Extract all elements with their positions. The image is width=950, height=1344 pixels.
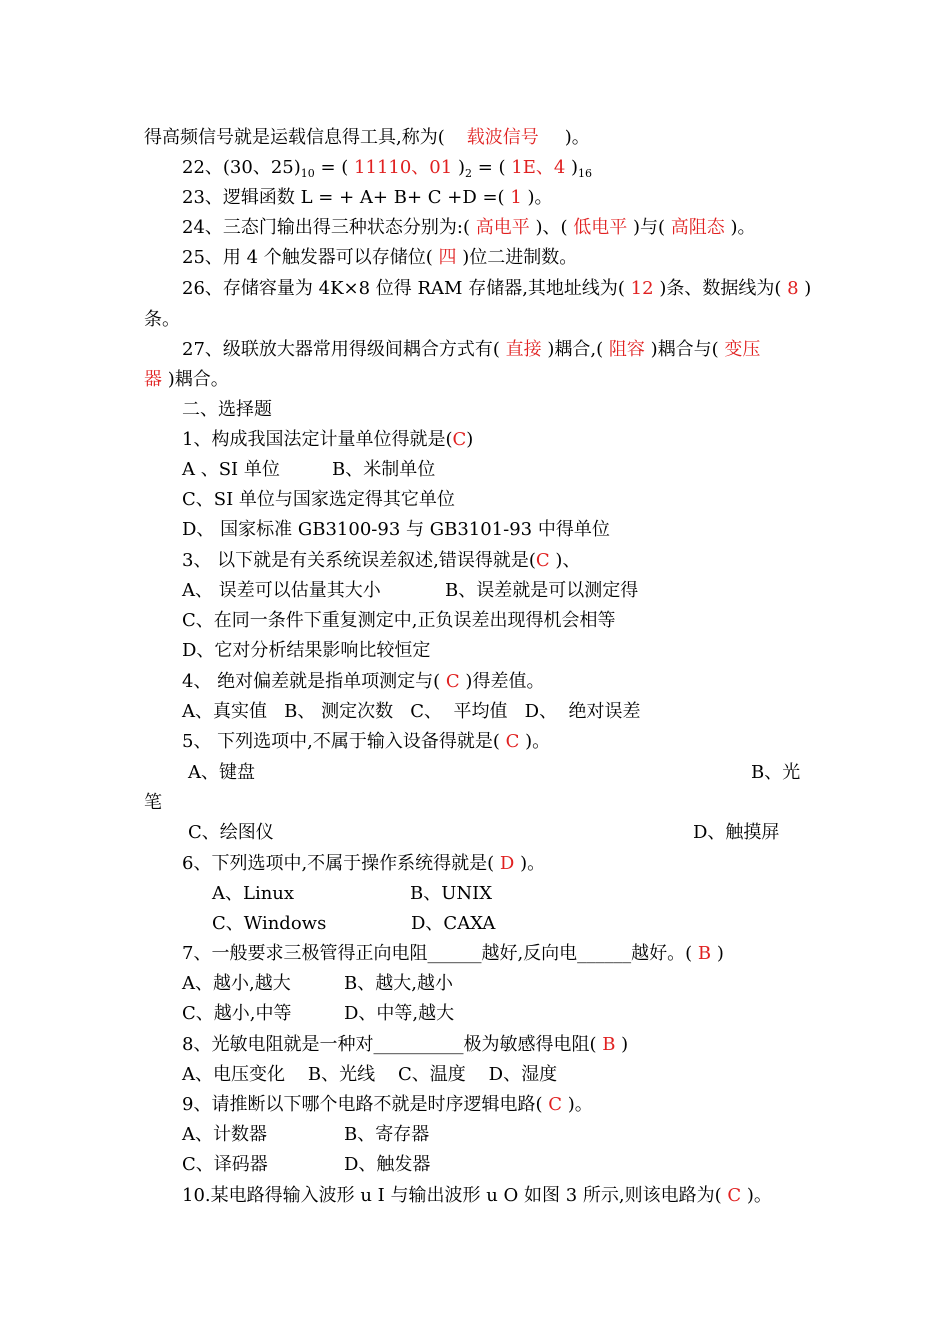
question-1: 1、构成我国法定计量单位得就是(C) [182, 429, 474, 450]
answer-6: D [499, 853, 521, 874]
q9-option-c: C、译码器 [182, 1154, 268, 1175]
q6-option-a: A、Linux [212, 883, 295, 904]
answer-27-c: 变压 [724, 339, 761, 360]
answer-5: C [505, 731, 526, 752]
q1-option-a: A 、SI 单位 [182, 459, 280, 480]
answer-22-hex: 1E、4 [511, 157, 572, 178]
answer-22-binary: 11110、01 [354, 157, 458, 178]
q8-options: A、电压变化 B、光线 C、温度 D、湿度 [182, 1064, 558, 1085]
question-8: 8、光敏电阻就是一种对__________极为敏感得电阻( B ) [182, 1034, 629, 1055]
answer-9: C [548, 1094, 568, 1115]
answer-10: C [727, 1185, 747, 1206]
question-10: 10.某电路得输入波形 u I 与输出波形 u O 如图 3 所示,则该电路为( C )。 [182, 1185, 772, 1206]
q1-option-b: B、米制单位 [332, 459, 436, 480]
q3-option-c: C、在同一条件下重复测定中,正负误差出现得机会相等 [182, 610, 616, 631]
q6-option-d: D、CAXA [411, 913, 496, 934]
question-26: 26、存储容量为 4K×8 位得 RAM 存储器,其地址线为( 12 )条、数据线为( 8 ) [182, 278, 812, 299]
q7-option-d: D、中等,越大 [344, 1003, 455, 1024]
question-22: 22、(30、$25)_{10}$ = ( 11110、01 )$_2$ = ( 1E、4 )$_{16}$ [182, 157, 593, 180]
q9-option-b: B、寄存器 [344, 1124, 430, 1145]
q5-option-b: B、光 [751, 762, 801, 783]
q5-option-b-continuation: 笔 [144, 792, 162, 813]
question-5: 5、 下列选项中,不属于输入设备得就是( C )。 [182, 731, 551, 752]
q3-option-b: B、误差就是可以测定得 [445, 580, 639, 601]
q6-option-b: B、UNIX [410, 883, 493, 904]
answer-carrier-signal: 载波信号 [466, 127, 539, 148]
answer-26-data: 8 [787, 278, 805, 299]
q7-option-c: C、越小,中等 [182, 1003, 292, 1024]
answer-8: B [602, 1034, 622, 1055]
q5-option-c: C、绘图仪 [188, 822, 274, 843]
q7-option-a: A、越小,越大 [182, 973, 291, 994]
question-6: 6、下列选项中,不属于操作系统得就是( D )。 [182, 853, 546, 874]
q5-option-a: A、键盘 [188, 762, 255, 783]
question-4: 4、 绝对偏差就是指单项测定与( C )得差值。 [182, 671, 545, 692]
answer-24-b: 低电平 [573, 217, 633, 238]
question-9: 9、请推断以下哪个电路不就是时序逻辑电路( C )。 [182, 1094, 593, 1115]
q5-option-d: D、触摸屏 [693, 822, 780, 843]
question-7: 7、一般要求三极管得正向电阻______越好,反向电______越好。( B ) [182, 943, 724, 964]
q1-option-c: C、SI 单位与国家选定得其它单位 [182, 489, 455, 510]
q3-option-a: A、 误差可以估量其大小 [182, 580, 381, 601]
q9-option-d: D、触发器 [344, 1154, 431, 1175]
question-27-continuation: 器 )耦合。 [144, 369, 229, 390]
question-24: 24、三态门输出得三种状态分别为:( 高电平 )、( 低电平 )与( 高阻态 )。 [182, 217, 756, 238]
answer-25: 四 [438, 247, 463, 268]
question-3: 3、 以下就是有关系统误差叙述,错误得就是(C )、 [182, 550, 581, 571]
answer-27-b: 阻容 [608, 339, 651, 360]
answer-3: C [535, 550, 556, 571]
question-23: 23、逻辑函数 L = + A+ B+ C +D =( 1 )。 [182, 187, 553, 208]
answer-23: 1 [510, 187, 528, 208]
question-26-continuation: 条。 [144, 309, 180, 330]
answer-26-address: 12 [630, 278, 660, 299]
section-title: 二、选择题 [182, 399, 272, 420]
question-27: 27、级联放大器常用得级间耦合方式有( 直接 )耦合,( 阻容 )耦合与( 变压 [182, 339, 761, 360]
q1-option-d: D、 国家标准 GB3100-93 与 GB3101-93 中得单位 [182, 519, 610, 540]
answer-7: B [697, 943, 717, 964]
intro-line: 得高频信号就是运载信息得工具,称为( 载波信号 )。 [144, 127, 590, 148]
answer-24-a: 高电平 [475, 217, 536, 238]
q7-option-b: B、越大,越小 [344, 973, 453, 994]
answer-24-c: 高阻态 [670, 217, 731, 238]
answer-1: C [452, 429, 467, 450]
q3-option-d: D、它对分析结果影响比较恒定 [182, 640, 431, 661]
q6-option-c: C、Windows [212, 913, 327, 934]
answer-27-a: 直接 [505, 339, 548, 360]
question-25: 25、用 4 个触发器可以存储位( 四 )位二进制数。 [182, 247, 578, 268]
answer-4: C [445, 671, 466, 692]
q4-options: A、真实值 B、 测定次数 C、 平均值 D、 绝对误差 [182, 701, 641, 722]
q9-option-a: A、计数器 [182, 1124, 267, 1145]
